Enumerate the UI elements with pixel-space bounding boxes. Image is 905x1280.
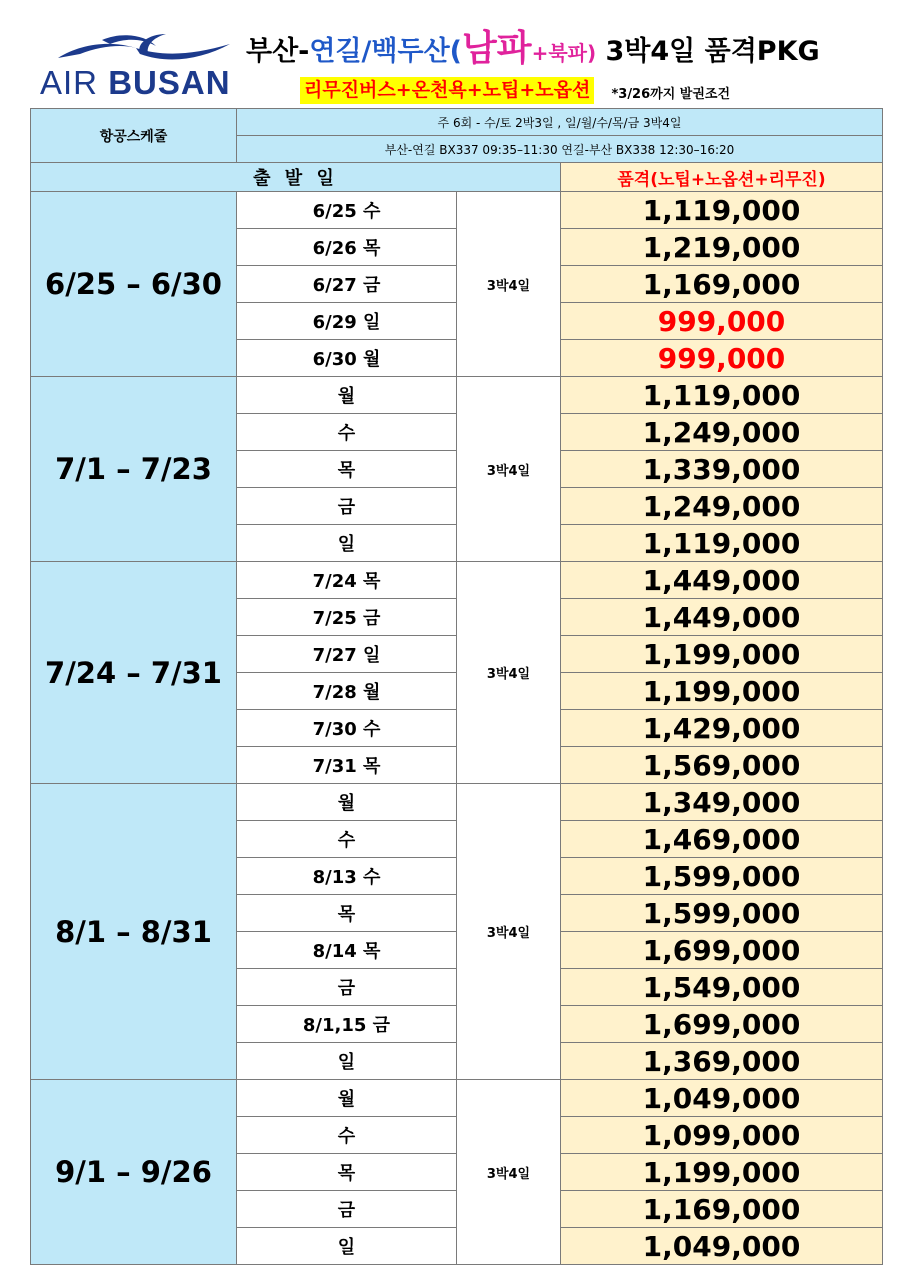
logo-text (40, 64, 231, 102)
date-range: 7/1 – 7/23 (31, 377, 237, 562)
departure-date: 8/13 수 (237, 858, 457, 895)
date-range: 7/24 – 7/31 (31, 562, 237, 784)
title-package: 3박4일 품격PKG (596, 36, 820, 67)
price: 1,469,000 (561, 821, 883, 858)
departure-date: 목 (237, 895, 457, 932)
departure-date: 월 (237, 1080, 457, 1117)
departure-date: 7/31 목 (237, 747, 457, 784)
trip-duration: 3박4일 (457, 784, 561, 1080)
flight-times: 부산-연길 BX337 09:35–11:30 연길-부산 BX338 12:30–16:20 (237, 136, 883, 163)
sale-price: 999,000 (561, 340, 883, 377)
departure-date: 월 (237, 784, 457, 821)
price: 1,429,000 (561, 710, 883, 747)
price: 1,369,000 (561, 1043, 883, 1080)
price-table (30, 108, 883, 1265)
price: 1,119,000 (561, 525, 883, 562)
trip-duration: 3박4일 (457, 1080, 561, 1265)
departure-date: 6/29 일 (237, 303, 457, 340)
trip-duration: 3박4일 (457, 377, 561, 562)
departure-date-header: 출 발 일 (31, 163, 561, 192)
departure-date: 월 (237, 377, 457, 414)
price: 1,249,000 (561, 414, 883, 451)
price: 1,599,000 (561, 858, 883, 895)
price: 1,099,000 (561, 1117, 883, 1154)
departure-date: 7/25 금 (237, 599, 457, 636)
table-row (31, 1080, 883, 1117)
inclusions-highlight: 리무진버스+온천욕+노팁+노옵션 (300, 77, 594, 104)
departure-date: 6/27 금 (237, 266, 457, 303)
departure-date: 수 (237, 821, 457, 858)
price: 1,169,000 (561, 1191, 883, 1228)
price: 1,569,000 (561, 747, 883, 784)
price: 1,249,000 (561, 488, 883, 525)
price: 1,199,000 (561, 636, 883, 673)
column-header-row (31, 163, 883, 192)
date-range: 6/25 – 6/30 (31, 192, 237, 377)
price: 1,339,000 (561, 451, 883, 488)
sale-price: 999,000 (561, 303, 883, 340)
date-range: 9/1 – 9/26 (31, 1080, 237, 1265)
price: 1,199,000 (561, 673, 883, 710)
logo-text-light: AIR (40, 64, 99, 101)
schedule-row-1 (31, 109, 883, 136)
price: 1,049,000 (561, 1228, 883, 1265)
table-row (31, 562, 883, 599)
departure-date: 8/1,15 금 (237, 1006, 457, 1043)
title-paren: ( (449, 36, 462, 67)
ticketing-note: *3/26까지 발권조건 (611, 87, 731, 102)
departure-date: 7/30 수 (237, 710, 457, 747)
flight-frequency: 주 6회 - 수/토 2박3일 , 일/월/수/목/금 3박4일 (237, 109, 883, 136)
departure-date: 금 (237, 1191, 457, 1228)
departure-date: 7/24 목 (237, 562, 457, 599)
subtitle (300, 77, 730, 105)
price: 1,449,000 (561, 599, 883, 636)
departure-date: 일 (237, 525, 457, 562)
price: 1,449,000 (561, 562, 883, 599)
title-nampa: 남파 (462, 28, 532, 69)
departure-date: 목 (237, 451, 457, 488)
departure-date: 7/27 일 (237, 636, 457, 673)
departure-date: 6/26 목 (237, 229, 457, 266)
departure-date: 6/25 수 (237, 192, 457, 229)
departure-date: 금 (237, 969, 457, 1006)
price: 1,119,000 (561, 377, 883, 414)
price: 1,119,000 (561, 192, 883, 229)
price: 1,699,000 (561, 1006, 883, 1043)
title-origin: 부산- (246, 36, 310, 67)
title-bukpa: +북파) (531, 41, 597, 65)
price: 1,049,000 (561, 1080, 883, 1117)
departure-date: 8/14 목 (237, 932, 457, 969)
departure-date: 목 (237, 1154, 457, 1191)
date-range: 8/1 – 8/31 (31, 784, 237, 1080)
trip-duration: 3박4일 (457, 192, 561, 377)
table-row (31, 377, 883, 414)
table-row (31, 192, 883, 229)
price: 1,699,000 (561, 932, 883, 969)
price: 1,169,000 (561, 266, 883, 303)
flight-schedule-label: 항공스케줄 (31, 109, 237, 163)
departure-date: 일 (237, 1228, 457, 1265)
departure-date: 수 (237, 414, 457, 451)
page-title (246, 28, 820, 74)
price: 1,549,000 (561, 969, 883, 1006)
trip-duration: 3박4일 (457, 562, 561, 784)
departure-date: 수 (237, 1117, 457, 1154)
price: 1,219,000 (561, 229, 883, 266)
departure-date: 금 (237, 488, 457, 525)
table-row (31, 784, 883, 821)
logo-text-bold: BUSAN (108, 64, 231, 101)
price: 1,599,000 (561, 895, 883, 932)
departure-date: 6/30 월 (237, 340, 457, 377)
title-destination: 연길/백두산 (309, 36, 450, 67)
price-header: 품격(노팁+노옵션+리무진) (561, 163, 883, 192)
price: 1,199,000 (561, 1154, 883, 1191)
departure-date: 일 (237, 1043, 457, 1080)
departure-date: 7/28 월 (237, 673, 457, 710)
price: 1,349,000 (561, 784, 883, 821)
